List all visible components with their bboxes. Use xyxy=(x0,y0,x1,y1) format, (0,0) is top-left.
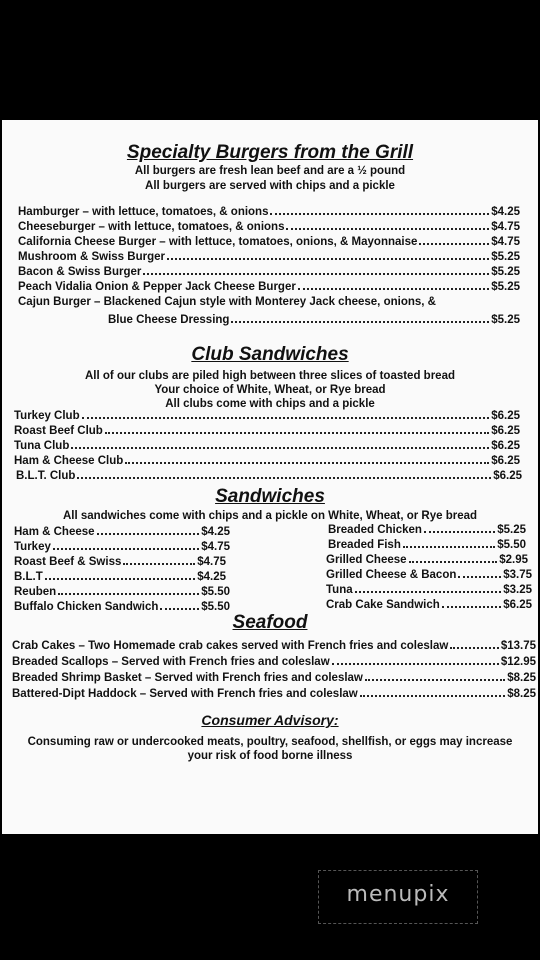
item-price: $5.25 xyxy=(497,524,526,536)
item-price: $5.25 xyxy=(491,314,520,326)
item-name: Cheeseburger – with lettuce, tomatoes, & onions xyxy=(18,221,285,233)
item-price: $4.75 xyxy=(197,556,226,568)
leader-dots xyxy=(143,273,489,275)
advisory-text: Consuming raw or undercooked meats, poultry, seafood, shellfish, or eggs may increase xyxy=(27,736,513,748)
item-price: $5.25 xyxy=(491,266,520,278)
item-price: $8.25 xyxy=(507,672,536,684)
item-price: $6.25 xyxy=(491,440,520,452)
leader-dots xyxy=(231,321,489,323)
leader-dots xyxy=(360,695,505,697)
leader-dots xyxy=(286,228,489,230)
leader-dots xyxy=(270,213,489,215)
item-price: $4.75 xyxy=(491,221,520,233)
leader-dots xyxy=(77,477,491,479)
leader-dots xyxy=(424,531,495,533)
item-name: Buffalo Chicken Sandwich xyxy=(14,601,159,613)
item-price: $2.95 xyxy=(499,554,528,566)
menu-item xyxy=(18,206,520,218)
menu-item xyxy=(12,656,536,668)
menu-item xyxy=(14,425,520,437)
menu-item xyxy=(18,236,520,248)
menu-item xyxy=(326,584,532,596)
leader-dots xyxy=(160,608,199,610)
sandwiches-note: All sandwiches come with chips and a pickle on White, Wheat, or Rye bread xyxy=(62,510,478,522)
menu-item xyxy=(108,314,520,326)
item-name: B.L.T xyxy=(14,571,43,583)
leader-dots xyxy=(450,647,498,649)
burgers-note: All burgers are served with chips and a pickle xyxy=(145,180,395,192)
menupix-watermark: menupix xyxy=(318,870,478,924)
item-price: $6.25 xyxy=(493,470,522,482)
item-name: Grilled Cheese xyxy=(326,554,407,566)
item-price: $6.25 xyxy=(491,455,520,467)
leader-dots xyxy=(355,591,502,593)
clubs-note: Your choice of White, Wheat, or Rye bread xyxy=(154,384,386,396)
clubs-note: All clubs come with chips and a pickle xyxy=(165,398,375,410)
item-price: $4.25 xyxy=(197,571,226,583)
menu-item xyxy=(14,541,230,553)
item-price: $4.25 xyxy=(491,206,520,218)
menu-item xyxy=(18,296,520,308)
menu-item xyxy=(14,410,520,422)
item-price: $5.50 xyxy=(201,586,230,598)
menu-item xyxy=(14,586,230,598)
item-name: Turkey Club xyxy=(14,410,80,422)
leader-dots xyxy=(365,679,505,681)
menu-item xyxy=(326,599,532,611)
leader-dots xyxy=(458,576,501,578)
item-name: Breaded Fish xyxy=(328,539,401,551)
burgers-title: Specialty Burgers from the Grill xyxy=(126,142,414,163)
menu-item xyxy=(14,526,230,538)
seafood-title: Seafood xyxy=(232,612,308,633)
menu-item xyxy=(14,440,520,452)
item-name: Battered-Dipt Haddock – Served with French fries and coleslaw xyxy=(12,688,358,700)
item-name: B.L.T. Club xyxy=(16,470,76,482)
item-price: $4.25 xyxy=(201,526,230,538)
item-name: Reuben xyxy=(14,586,57,598)
leader-dots xyxy=(167,258,489,260)
item-price: $8.25 xyxy=(507,688,536,700)
burgers-note: All burgers are fresh lean beef and are a ½ pound xyxy=(134,165,406,177)
item-name: Cajun Burger – Blackened Cajun style with Monterey Jack cheese, onions, & xyxy=(18,296,436,308)
item-name: Breaded Shrimp Basket – Served with French fries and coleslaw xyxy=(12,672,363,684)
sandwiches-title: Sandwiches xyxy=(215,486,325,507)
menu-item xyxy=(14,455,520,467)
item-name: Breaded Scallops – Served with French fries and coleslaw xyxy=(12,656,330,668)
leader-dots xyxy=(123,563,195,565)
menu-item xyxy=(14,571,226,583)
leader-dots xyxy=(442,606,501,608)
item-price: $12.95 xyxy=(500,656,536,668)
leader-dots xyxy=(332,663,499,665)
item-name: Grilled Cheese & Bacon xyxy=(326,569,457,581)
item-name: Bacon & Swiss Burger xyxy=(18,266,142,278)
menu-page xyxy=(2,120,538,834)
menu-item xyxy=(328,539,526,551)
item-name: Peach Vidalia Onion & Pepper Jack Cheese Burger xyxy=(18,281,296,293)
item-name: Crab Cake Sandwich xyxy=(326,599,440,611)
item-price: $5.50 xyxy=(497,539,526,551)
menu-item xyxy=(14,556,226,568)
menu-item xyxy=(328,524,526,536)
item-price: $5.25 xyxy=(491,281,520,293)
leader-dots xyxy=(53,548,199,550)
advisory-text: your risk of food borne illness xyxy=(187,750,353,762)
item-price: $6.25 xyxy=(491,425,520,437)
item-name: Tuna Club xyxy=(14,440,70,452)
item-price: $5.50 xyxy=(201,601,230,613)
item-price: $4.75 xyxy=(491,236,520,248)
item-name: Roast Beef & Swiss xyxy=(14,556,122,568)
item-name: Tuna xyxy=(326,584,353,596)
leader-dots xyxy=(105,432,489,434)
leader-dots xyxy=(298,288,489,290)
menu-item xyxy=(18,251,520,263)
leader-dots xyxy=(419,243,489,245)
item-price: $3.75 xyxy=(503,569,532,581)
menu-item xyxy=(18,281,520,293)
menu-item xyxy=(16,470,522,482)
item-name: Ham & Cheese Club xyxy=(14,455,124,467)
item-name: Ham & Cheese xyxy=(14,526,95,538)
menu-item xyxy=(12,640,536,652)
leader-dots xyxy=(82,417,490,419)
leader-dots xyxy=(71,447,489,449)
item-price: $6.25 xyxy=(503,599,532,611)
item-price: $13.75 xyxy=(500,640,536,652)
item-name: Mushroom & Swiss Burger xyxy=(18,251,165,263)
item-price: $6.25 xyxy=(491,410,520,422)
item-name: Blue Cheese Dressing xyxy=(108,314,230,326)
leader-dots xyxy=(97,533,200,535)
menu-item xyxy=(12,688,536,700)
item-price: $3.25 xyxy=(503,584,532,596)
menu-item xyxy=(18,266,520,278)
menu-item xyxy=(12,672,536,684)
item-price: $5.25 xyxy=(491,251,520,263)
item-name: Turkey xyxy=(14,541,51,553)
item-name: California Cheese Burger – with lettuce, tomatoes, onions, & Mayonnaise xyxy=(18,236,418,248)
menu-item xyxy=(326,569,532,581)
clubs-note: All of our clubs are piled high between three slices of toasted bread xyxy=(85,370,455,382)
item-name: Hamburger – with lettuce, tomatoes, & onions xyxy=(18,206,269,218)
leader-dots xyxy=(125,462,489,464)
leader-dots xyxy=(409,561,498,563)
leader-dots xyxy=(403,546,495,548)
menu-item xyxy=(18,221,520,233)
leader-dots xyxy=(45,578,195,580)
item-name: Crab Cakes – Two Homemade crab cakes served with French fries and coleslaw xyxy=(12,640,449,652)
advisory-title: Consumer Advisory: xyxy=(201,712,339,728)
menu-item xyxy=(326,554,528,566)
clubs-title: Club Sandwiches xyxy=(191,344,349,365)
item-name: Roast Beef Club xyxy=(14,425,103,437)
item-name: Breaded Chicken xyxy=(328,524,422,536)
item-price: $4.75 xyxy=(201,541,230,553)
leader-dots xyxy=(58,593,199,595)
